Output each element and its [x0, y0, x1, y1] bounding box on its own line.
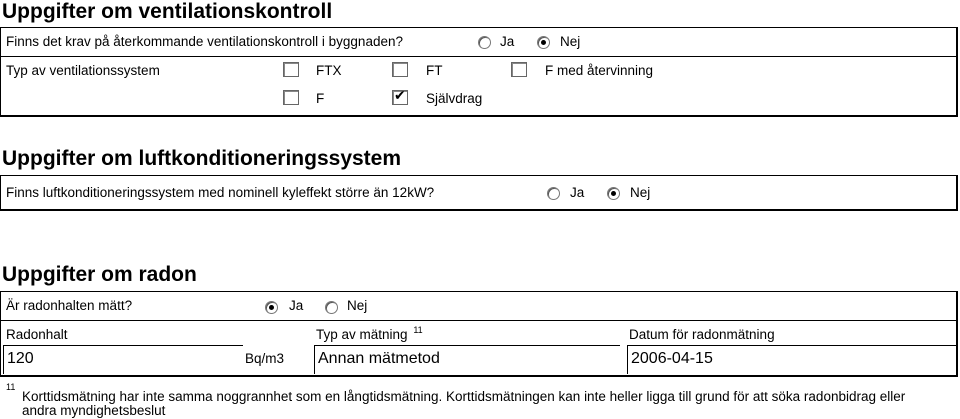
- radon-level-unit: Bq/m3: [245, 351, 285, 366]
- divider: [0, 320, 957, 321]
- measurement-date-value: 2006-04-15: [631, 350, 713, 367]
- option-f-med-atervinning-label: F med återvinning: [545, 63, 654, 78]
- radon-title: Uppgifter om radon: [2, 263, 197, 286]
- measurement-type-footnote-ref: 11: [413, 325, 423, 335]
- aircon-title: Uppgifter om luftkonditioneringssystem: [2, 147, 402, 170]
- aircon-question: Finns luftkonditioneringssystem med nominell kyleffekt större än 12kW?: [6, 185, 435, 200]
- option-sjalvdrag-checkbox[interactable]: [392, 90, 408, 105]
- measurement-type-text: Typ av mätning: [316, 327, 408, 342]
- option-sjalvdrag-label: Självdrag: [426, 91, 483, 106]
- option-f-label: F: [316, 91, 325, 106]
- footnote-ref: 11: [6, 382, 16, 392]
- footnote-text-line1: Korttidsmätning har inte samma noggrannhet som en långtidsmätning. Korttidsmätningen kan inte heller ligga till grund för att söka radonbidrag eller: [22, 389, 906, 404]
- aircon-yes-radio[interactable]: [547, 187, 560, 200]
- option-ftx-label: FTX: [316, 63, 342, 78]
- radon-no-radio[interactable]: [325, 301, 338, 314]
- radon-yes-radio[interactable]: [265, 301, 278, 314]
- measurement-type-value: Annan mätmetod: [318, 350, 440, 367]
- option-ftx-checkbox[interactable]: [283, 62, 299, 77]
- ventilation-question: Finns det krav på återkommande ventilationskontroll i byggnaden?: [6, 34, 403, 49]
- measurement-date-label: Datum för radonmätning: [629, 327, 775, 342]
- ventilation-yes-label: Ja: [500, 34, 515, 49]
- measurement-type-label: [316, 327, 423, 343]
- ventilation-yes-radio[interactable]: [478, 36, 491, 49]
- aircon-no-label: Nej: [630, 185, 651, 200]
- ventilation-title: Uppgifter om ventilationskontroll: [2, 0, 333, 23]
- ventilation-system-label: Typ av ventilationssystem: [6, 63, 160, 78]
- measurement-type-field[interactable]: [314, 345, 620, 374]
- option-f-checkbox[interactable]: [283, 90, 299, 105]
- ventilation-no-radio[interactable]: [537, 36, 550, 49]
- divider: [0, 56, 957, 57]
- radon-level-field[interactable]: [3, 345, 243, 374]
- ventilation-no-label: Nej: [560, 34, 581, 49]
- radon-yes-label: Ja: [289, 298, 304, 313]
- radon-level-label: Radonhalt: [6, 327, 68, 342]
- option-ft-label: FT: [426, 63, 443, 78]
- radon-level-value: 120: [7, 350, 34, 367]
- radon-question: Är radonhalten mätt?: [6, 298, 133, 313]
- option-ft-checkbox[interactable]: [392, 62, 408, 77]
- footnote-text-line2: andra myndighetsbeslut: [22, 403, 166, 418]
- aircon-yes-label: Ja: [570, 185, 585, 200]
- aircon-no-radio[interactable]: [607, 187, 620, 200]
- option-f-med-atervinning-checkbox[interactable]: [511, 62, 527, 77]
- measurement-date-field[interactable]: [627, 345, 956, 374]
- radon-no-label: Nej: [347, 298, 368, 313]
